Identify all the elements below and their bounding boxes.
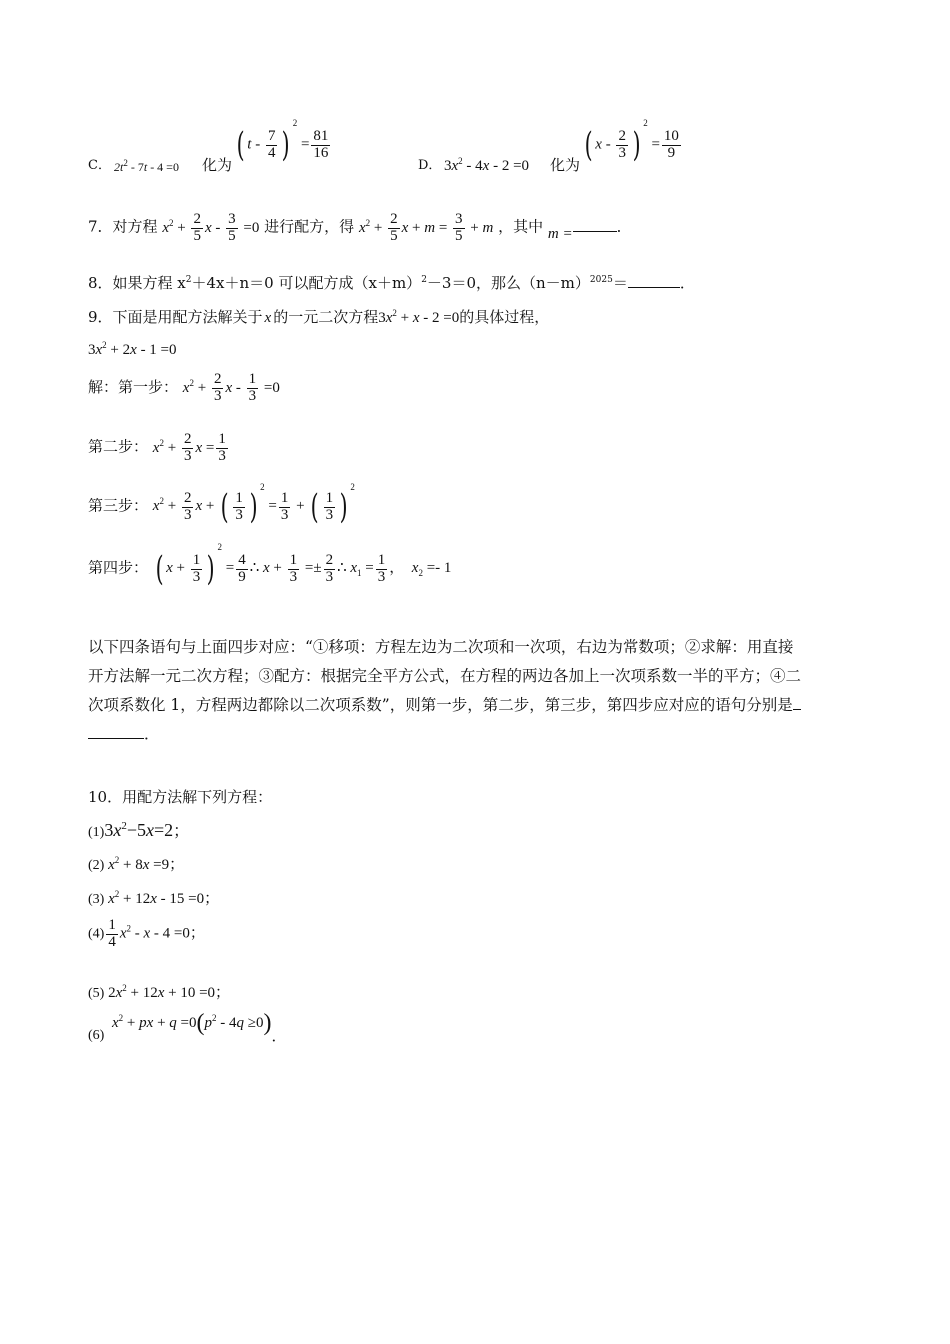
q9-intro-equation: $3x^2 + x - 2 =0$	[378, 308, 460, 326]
q8-end: ．	[679, 274, 695, 292]
option-c-mid: 化为	[202, 156, 233, 174]
q9-equation-0: $3x^2 + 2x - 1 =0$	[88, 340, 177, 358]
q9-intro-var: x	[264, 310, 272, 326]
q10-part-1: $(1)3x^2-5x=2$；	[88, 820, 190, 840]
option-d-mid: 化为	[550, 156, 581, 174]
q8-answer-blank[interactable]	[628, 287, 680, 288]
q7-equation-1: $x^2$ + $\frac{2}{5}$ x - $\frac{3}{5}$ =0	[162, 211, 260, 244]
q9-step-1	[88, 372, 280, 405]
q9-intro-c: 的具体过程，	[459, 308, 550, 326]
option-d-equation: $3x^2 - 4x - 2 =0$	[444, 156, 530, 174]
q9-step-3	[88, 482, 355, 527]
q9-step4-label: 第四步：	[88, 558, 149, 577]
q10-p2-label: (2)	[88, 858, 105, 873]
q9-desc-line-4	[88, 720, 858, 749]
q9-answer-blank-a[interactable]	[793, 709, 801, 710]
q9-step1-label: 解：第一步：	[88, 377, 179, 396]
question-8: 8．如果方程 $x^2+4x+n=0$ 可以配方成$(x+m)^2-3=0$，那么$(n-m)^{2025}=$ ．	[88, 274, 695, 292]
q9-desc-line-3	[88, 691, 858, 720]
q9-step3-label: 第三步：	[88, 496, 149, 515]
q7-prefix: 7．对方程	[88, 217, 158, 236]
q9-intro-b: 的一元二次方程	[273, 308, 379, 326]
q9-step-2	[88, 432, 230, 465]
option-d-squared: ( x - $\frac{2}{3}$ )$^2$ = $\frac{10}{9}$	[584, 118, 679, 165]
q7-answer-blank[interactable]	[573, 231, 617, 232]
q9-step-4	[88, 542, 452, 589]
q8-text-a: 8．如果方程 x	[88, 274, 186, 292]
q10-p3-label: (3)	[88, 892, 105, 907]
q8-text-c: －3＝0，那么（n－m）	[426, 274, 590, 292]
option-c-squared: ( t - $\frac{7}{4}$ )$^2$ = $\frac{81}{16}$	[236, 118, 329, 165]
q9-step1-equation: $x^2$ + $\frac{2}{3}$ x - $\frac{1}{3}$ =0	[182, 371, 280, 404]
q8-text-b: ＋4x＋n＝0 可以配方成（x＋m）	[191, 274, 422, 292]
q10-p4-label: (4)	[88, 926, 105, 942]
q9-desc-line-3-text: 次项系数化 1，方程两边都除以二次项系数”，则第一步，第二步，第三步，第四步应对应的语句分别是	[88, 696, 793, 714]
q7-equation-2: $x^2$ + $\frac{2}{5}$ x + m = $\frac{3}{5}$ + m	[358, 211, 494, 244]
question-9-intro	[88, 306, 549, 327]
q9-answer-blank-b[interactable]	[88, 738, 144, 739]
q9-step3-equation: $x^2$ + $\frac{2}{3}$ x + ( $\frac{1}{3}$ ) $^2$ = $\frac{1}{3}$ + ( $\frac{1}{3}$ ) $^2$	[152, 482, 355, 527]
q10-part-3: (3) $x^2 + 12x - 15 =0$；	[88, 889, 220, 907]
q10-p5-label: (5)	[88, 986, 105, 1001]
q9-step2-equation: $x^2$ + $\frac{2}{3}$ x = $\frac{1}{3}$	[152, 431, 226, 464]
q9-description	[88, 633, 858, 749]
q9-intro-a: 9．下面是用配方法解关于	[88, 308, 263, 326]
option-c-equation: $2t^2 - 7t - 4 =0$	[114, 158, 179, 174]
q10-part-4: (4) $\frac{1}{4}$ $x^2 - x - 4 =0$；	[88, 917, 205, 950]
q7-m: m =	[547, 225, 573, 242]
option-c-label: C．	[88, 158, 111, 173]
q10-title: 10．用配方法解下列方程：	[88, 788, 273, 806]
q9-step4-equation: ( x + $\frac{1}{3}$ )$^2$ = $\frac{4}{9}$ ∴ x + $\frac{1}{3}$ =± $\frac{2}{3}$ ∴ $x_1$ = $\frac{1}{3}$ ， $x_2 =- 1$	[155, 542, 452, 589]
q9-desc-line-2: 开方法解一元二次方程；③配方：根据完全平方公式，在方程的两边各加上一次项系数一半的平方；④二	[88, 667, 802, 685]
q9-desc-end: ．	[144, 725, 160, 743]
q10-p1-label: (1)	[88, 825, 105, 840]
q9-desc-line-1: 以下四条语句与上面四步对应：“①移项：方程左边为二次项和一次项，右边为常数项；②求解：用直接	[88, 638, 794, 656]
q9-step2-label: 第二步：	[88, 437, 149, 456]
option-d-label: D．	[418, 158, 442, 173]
q8-exponent: 2025	[589, 275, 613, 285]
q10-part-2: (2) $x^2 + 8x =9$；	[88, 855, 185, 873]
q10-p6-label: (6)	[88, 1028, 105, 1043]
q7-mid: 进行配方，得	[264, 217, 355, 236]
q7-tail: ，其中	[498, 217, 544, 236]
q8-text-d: ＝	[612, 274, 628, 292]
question-7	[88, 212, 632, 245]
q7-end: ．	[616, 217, 632, 236]
q10-part-5: (5) $2x^2 + 12x + 10 =0$；	[88, 983, 231, 1001]
